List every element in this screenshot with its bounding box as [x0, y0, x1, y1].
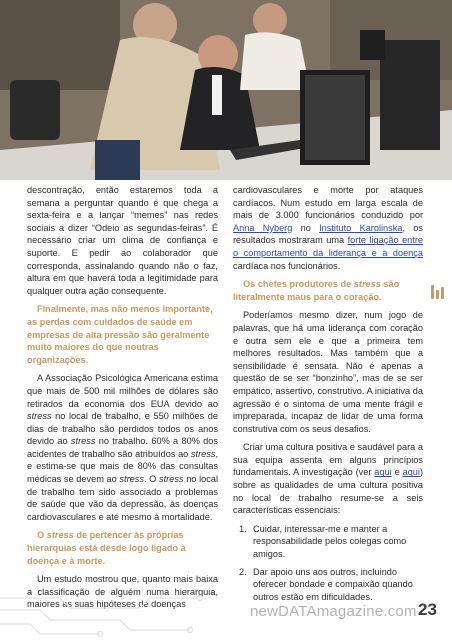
left-paragraph-1: descontração, então estaremos toda a semana a perguntar quando é que chega a sexta-feira e a lançar “memes” nas redes sociais a dizer “Odeio as segundas-feiras”. É necessário criar um clima de confiança e suporte. E pedir ao colaborador que corresponda, assinalando quando não o faz, altura em que haverá toda a legitimidade para qualquer outra ação consequente.: [27, 185, 218, 296]
footer-site: newDATAmagazine.com: [250, 603, 417, 620]
pull-quote-right-1: Os chefes produtores de stress são literalmente maus para o coração.: [233, 279, 400, 302]
list-item: 2. Dar apoio uns aos outros, incluindo oferecer bondade e compaixão quando outros estão em dificuldades.: [239, 566, 413, 602]
right-paragraph-3: Criar uma cultura positiva e saudável para a sua equipa assenta em alguns princípios fundamentais. A investigação (ver aqui e aqui) sobre as qualidades de uma cultura positiva no local de trabalho resume-se a seis características essenciais:: [233, 442, 424, 516]
right-paragraph-1: cardiovasculares e morte por ataques cardíacos. Num estudo em larga escala de mais de 3.000 funcionários conduzido por Anna Nyberg no Instituto Karolinska, os resultados mostraram uma forte ligação entre o comportamento da liderança e a doença cardíaca nos funcionários.: [233, 185, 424, 271]
circuit-decoration-icon: [0, 580, 260, 640]
left-column: [27, 184, 218, 617]
link-aqui-2[interactable]: aqui: [402, 467, 420, 478]
accent-bars-icon: [431, 283, 445, 299]
page-number: 23: [418, 600, 437, 619]
pull-quote-left-2: O stress de pertencer às próprias hierarquias está desde logo ligado à doença e à morte.: [27, 530, 186, 566]
header-photo: [0, 0, 452, 180]
characteristics-list: [233, 523, 423, 604]
link-anna-nyberg[interactable]: Anna Nyberg: [233, 222, 293, 233]
right-paragraph-2: Poderíamos mesmo dizer, num jogo de palavras, que há uma liderança com coração e outra sem ele e que a primeira tem melhores resultados. Mas também que a sensibilidade é sensata. Não é apenas a questão de se ser “bonzinho”, mas de se ser empático, assertivo, construtivo. A iniciativa da agressão é o sintoma de uma mente frágil e impreparada, incapaz de lidar de uma forma construtiva com os seus desafios.: [233, 310, 423, 434]
link-aqui-1[interactable]: aqui: [374, 467, 392, 478]
link-instituto-karolinska[interactable]: Instituto Karolinska: [319, 222, 403, 233]
left-paragraph-2: A Associação Psicológica Americana estima que mais de 500 mil milhões de dólares são retirados da economia dos EUA devido ao stress no local de trabalho, e 550 milhões de dias de trabalho são perdidos todos os anos devido ao stress no trabalho. 60% a 80% dos acidentes de trabalho são atribuídos ao stress, e estima-se que mais de 80% das consultas médicas se devem ao stress. O stress no local de trabalho tem sido associado a problemas de saúde que vão da depressão, às doenças cardiovasculares e até mesmo à mortalidade.: [27, 373, 218, 522]
link-leadership-heart-disease[interactable]: forte ligação entre o comportamento da liderança e a doença: [233, 235, 424, 258]
list-item: 1. Cuidar, interessar-me e manter a responsabilidade pelos colegas como amigos.: [239, 523, 407, 560]
pull-quote-left-1: Finalmente, mas não menos importante, as perdas com cuidados de saúde em empresas de alta pressão são geralmente muito maiores do que noutras organizações.: [27, 304, 213, 365]
right-column: [233, 184, 423, 608]
left-paragraph-3: Um estudo mostrou que, quanto mais baixa a classificação de alguém numa hierarquia, maiores as suas hipóteses de doenças: [27, 574, 218, 610]
